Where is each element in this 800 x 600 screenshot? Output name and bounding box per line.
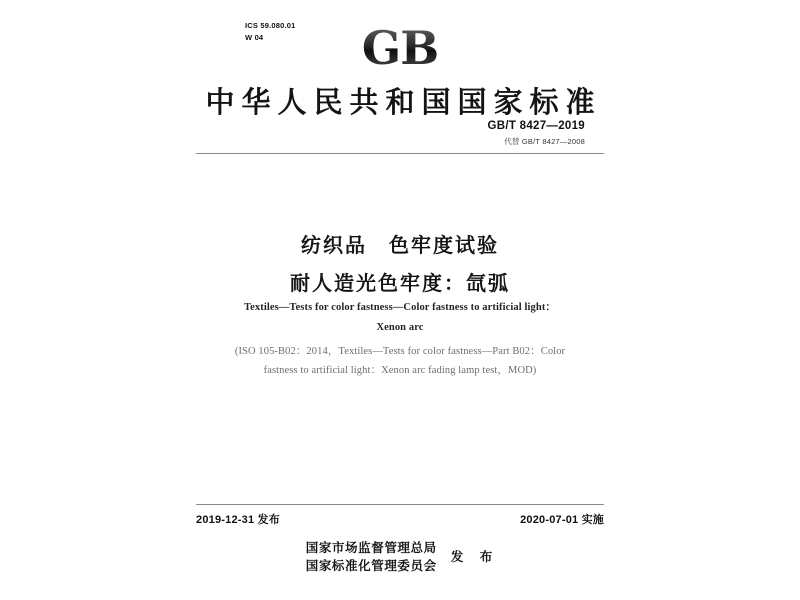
english-title [0, 298, 800, 338]
iso-note-line1: (ISO 105-B02：2014，Textiles—Tests for color fastness—Part B02：Color [234, 346, 566, 357]
standard-replaces: 代替 GB/T 8427—2008 [504, 137, 585, 146]
national-standard-heading: 中华人民共和国国家标准 [205, 85, 602, 119]
divider-bottom [196, 504, 604, 505]
document-title-line2: 耐人造光色牢度：氙弧 [290, 271, 510, 295]
iso-note-line2: fastness to artificial light：Xenon arc fading lamp test，MOD) [263, 365, 537, 377]
effective-date: 2020-07-01 实施 [520, 514, 604, 526]
ccs-code: W 04 [245, 32, 264, 42]
iso-equivalence-note [0, 342, 800, 381]
svg-text:GB: GB [361, 22, 439, 74]
issuer-line1: 国家市场监督管理总局 [305, 540, 437, 555]
issuing-authority [0, 539, 800, 575]
divider-top [196, 153, 604, 154]
document-title [0, 228, 800, 300]
issue-date: 2019-12-31 发布 [196, 514, 280, 526]
gb-emblem-icon [0, 22, 800, 74]
english-title-line1: Textiles—Tests for color fastness—Color fastness to artificial light： [243, 302, 557, 313]
document-title-line1: 纺织品 色牢度试验 [301, 233, 499, 257]
english-title-line2: Xenon arc [376, 321, 424, 333]
ics-code: ICS 59.080.01 [245, 21, 296, 30]
publish-label: 发 布 [450, 548, 495, 564]
standard-number: GB/T 8427—2019 [487, 120, 585, 132]
issuer-line2: 国家标准化管理委员会 [305, 558, 437, 574]
